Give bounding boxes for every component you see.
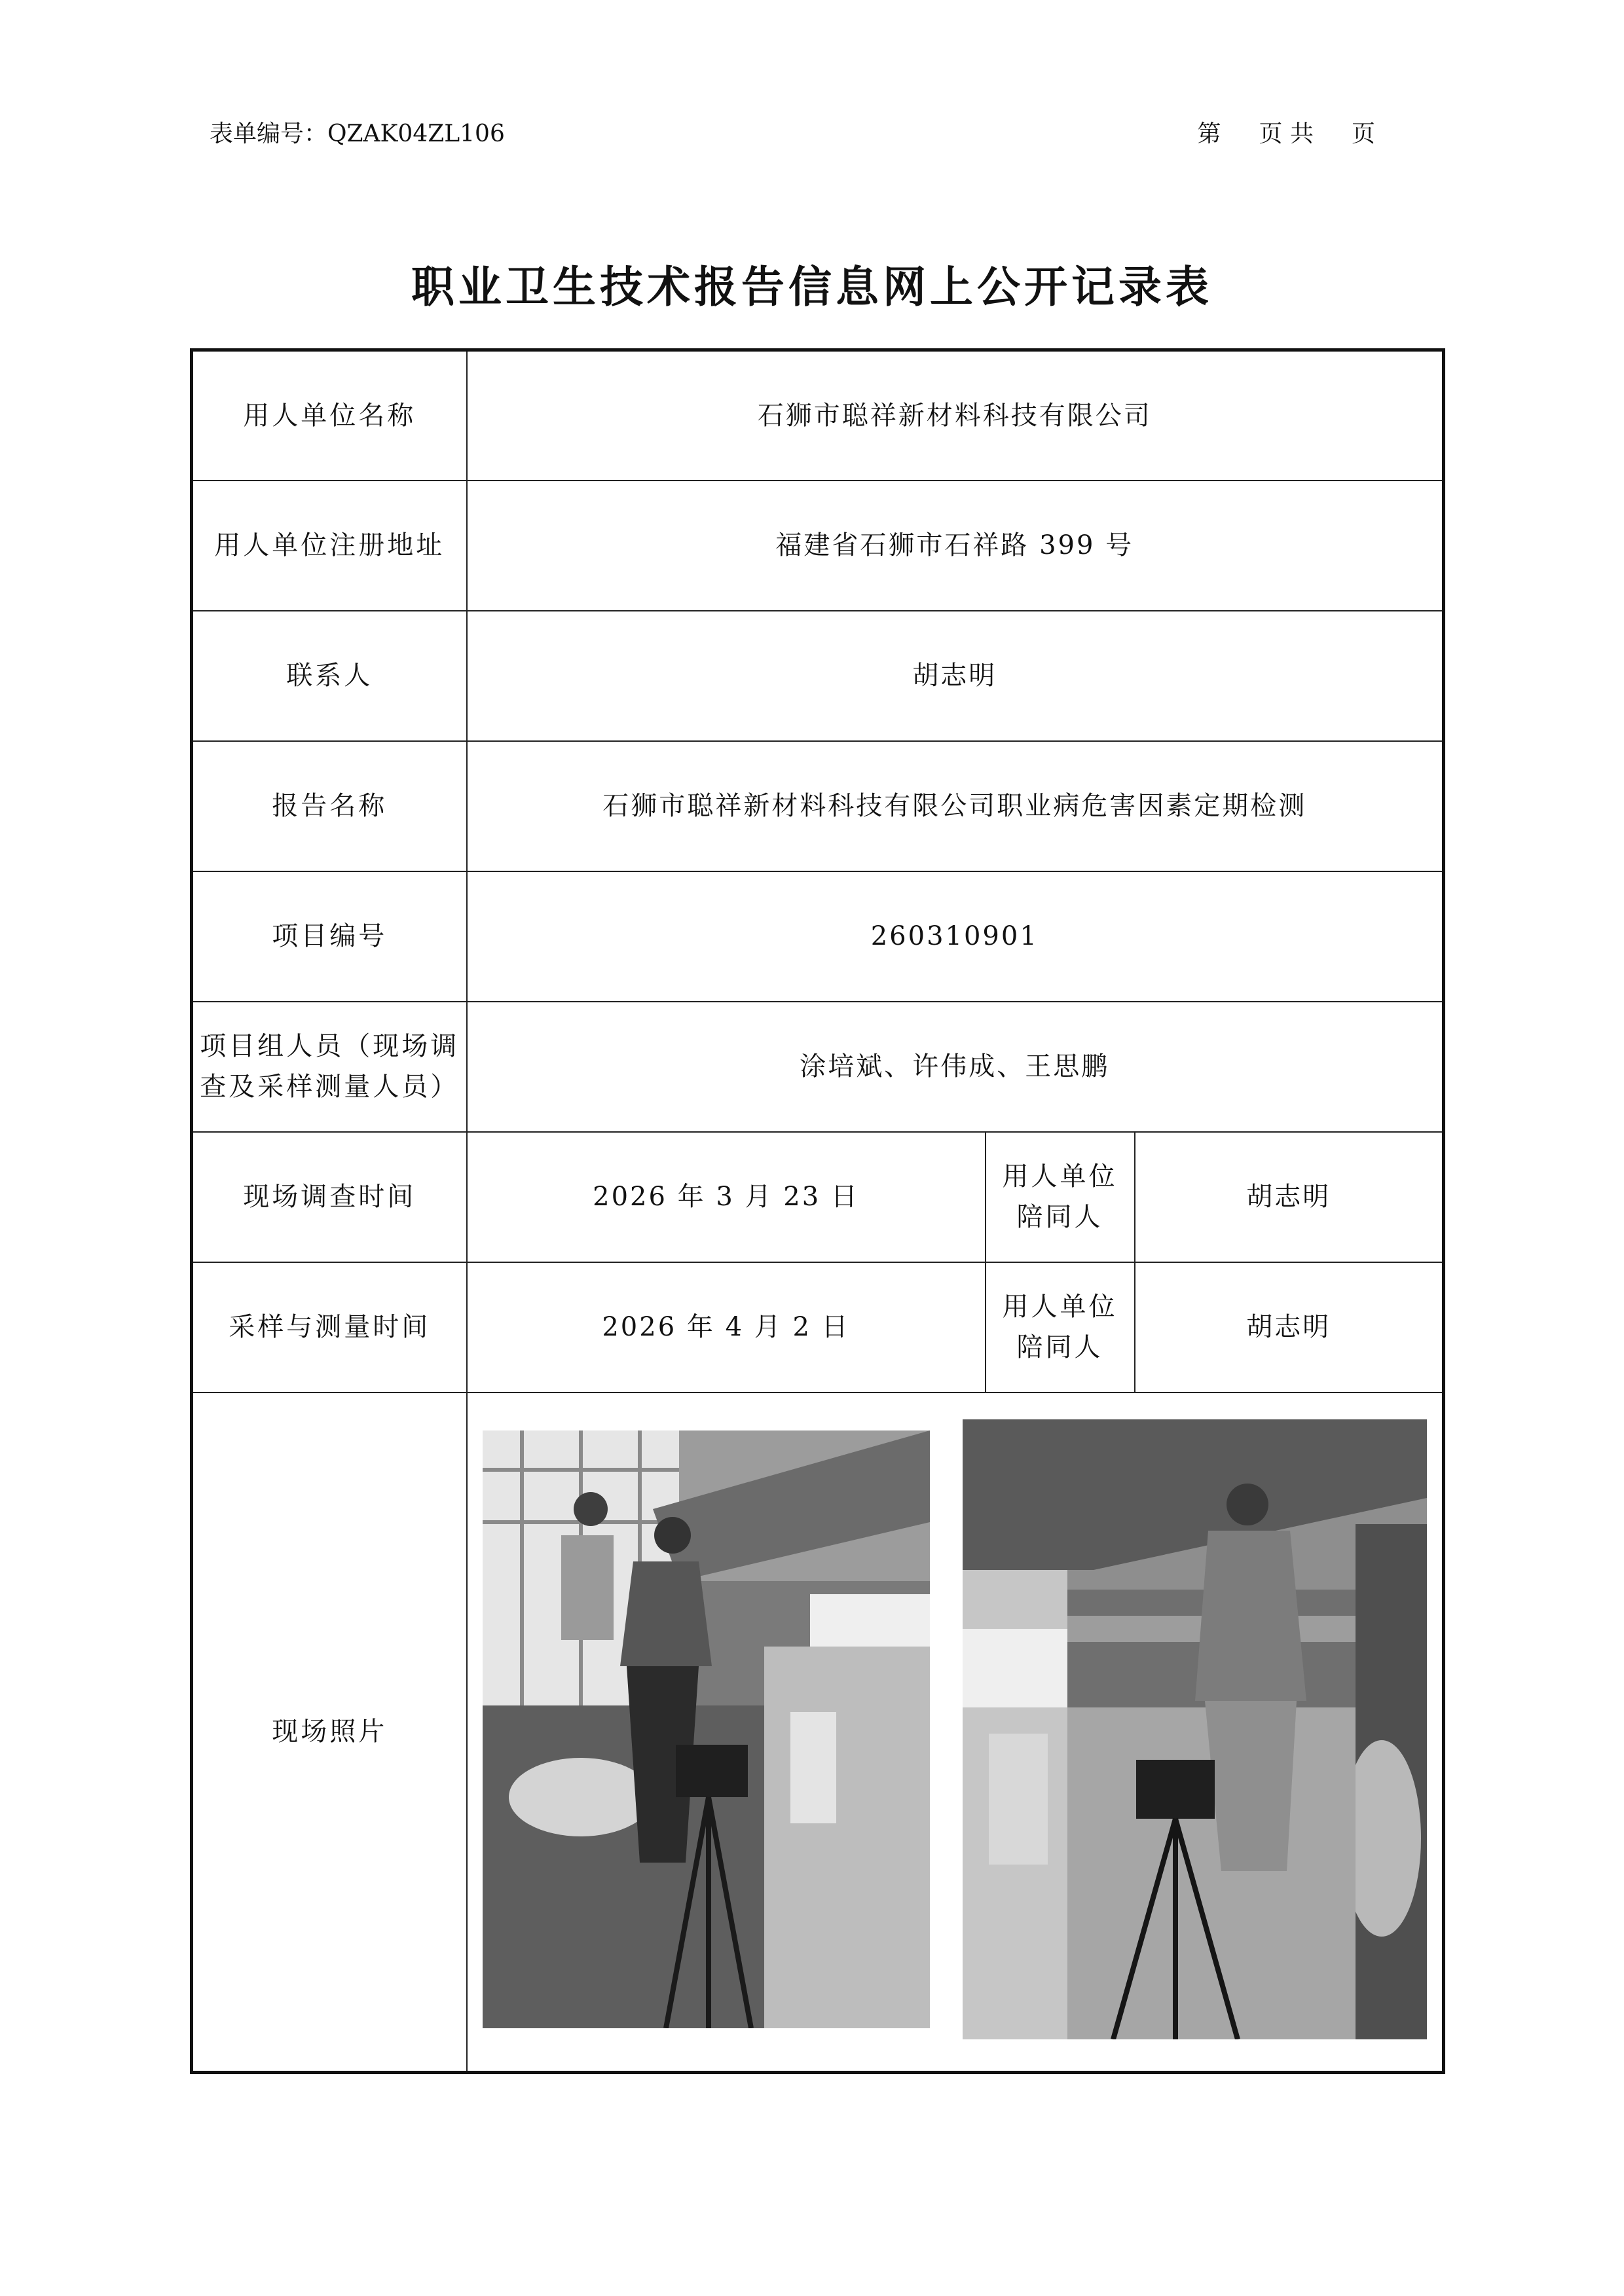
team-label-line1: 项目组人员（现场调 (200, 1031, 460, 1061)
sampling-accompany-label-line2: 陪同人 (1016, 1332, 1103, 1362)
contact-value: 胡志明 (467, 611, 1444, 741)
sampling-accompany-label-line1: 用人单位 (1002, 1292, 1118, 1322)
team-label-line2: 查及采样测量人员） (200, 1072, 460, 1102)
row-employer-name (192, 350, 1444, 481)
report-name-value: 石狮市聪祥新材料科技有限公司职业病危害因素定期检测 (467, 741, 1444, 871)
team-label (192, 1002, 467, 1132)
page-label-ye: 页 (1351, 120, 1375, 147)
survey-accompany-value: 胡志明 (1135, 1132, 1444, 1262)
report-name-label: 报告名称 (192, 741, 467, 871)
survey-time-value: 2026 年 3 月 23 日 (467, 1132, 986, 1262)
project-no-label: 项目编号 (192, 871, 467, 1002)
site-photo-2-image (963, 1419, 1427, 2039)
employer-name-value: 石狮市聪祥新材料科技有限公司 (467, 350, 1444, 481)
employer-address-label: 用人单位注册地址 (192, 481, 467, 611)
site-photo-1 (483, 1430, 930, 2028)
sampling-time-label: 采样与测量时间 (192, 1262, 467, 1393)
survey-accompany-label-line1: 用人单位 (1002, 1161, 1118, 1192)
site-photo-2 (963, 1419, 1427, 2039)
form-number: 表单编号：QZAK04ZL106 (210, 120, 505, 147)
record-table (190, 348, 1445, 2074)
contact-label: 联系人 (192, 611, 467, 741)
row-sampling (192, 1262, 1444, 1393)
photos-cell (467, 1393, 1444, 2073)
sampling-accompany-value: 胡志明 (1135, 1262, 1444, 1393)
row-contact (192, 611, 1444, 741)
survey-accompany-label (986, 1132, 1135, 1262)
employer-address-value: 福建省石狮市石祥路 399 号 (467, 481, 1444, 611)
row-team (192, 1002, 1444, 1132)
page-counter (1198, 115, 1375, 149)
site-photo-1-image (483, 1430, 930, 2028)
page-label-di: 第 (1197, 120, 1221, 147)
employer-name-label: 用人单位名称 (192, 350, 467, 481)
row-survey (192, 1132, 1444, 1262)
document-title: 职业卫生技术报告信息网上公开记录表 (411, 262, 1213, 312)
project-no-value: 260310901 (467, 871, 1444, 1002)
survey-time-label: 现场调查时间 (192, 1132, 467, 1262)
row-photos (192, 1393, 1444, 2073)
row-employer-address (192, 481, 1444, 611)
sampling-accompany-label (986, 1262, 1135, 1393)
row-project-no (192, 871, 1444, 1002)
page-label-gong: 页 共 (1259, 120, 1314, 147)
sampling-time-value: 2026 年 4 月 2 日 (467, 1262, 986, 1393)
survey-accompany-label-line2: 陪同人 (1016, 1202, 1103, 1232)
row-report-name (192, 741, 1444, 871)
team-value: 涂培斌、许伟成、王思鹏 (467, 1002, 1444, 1132)
photos-label: 现场照片 (192, 1393, 467, 2073)
